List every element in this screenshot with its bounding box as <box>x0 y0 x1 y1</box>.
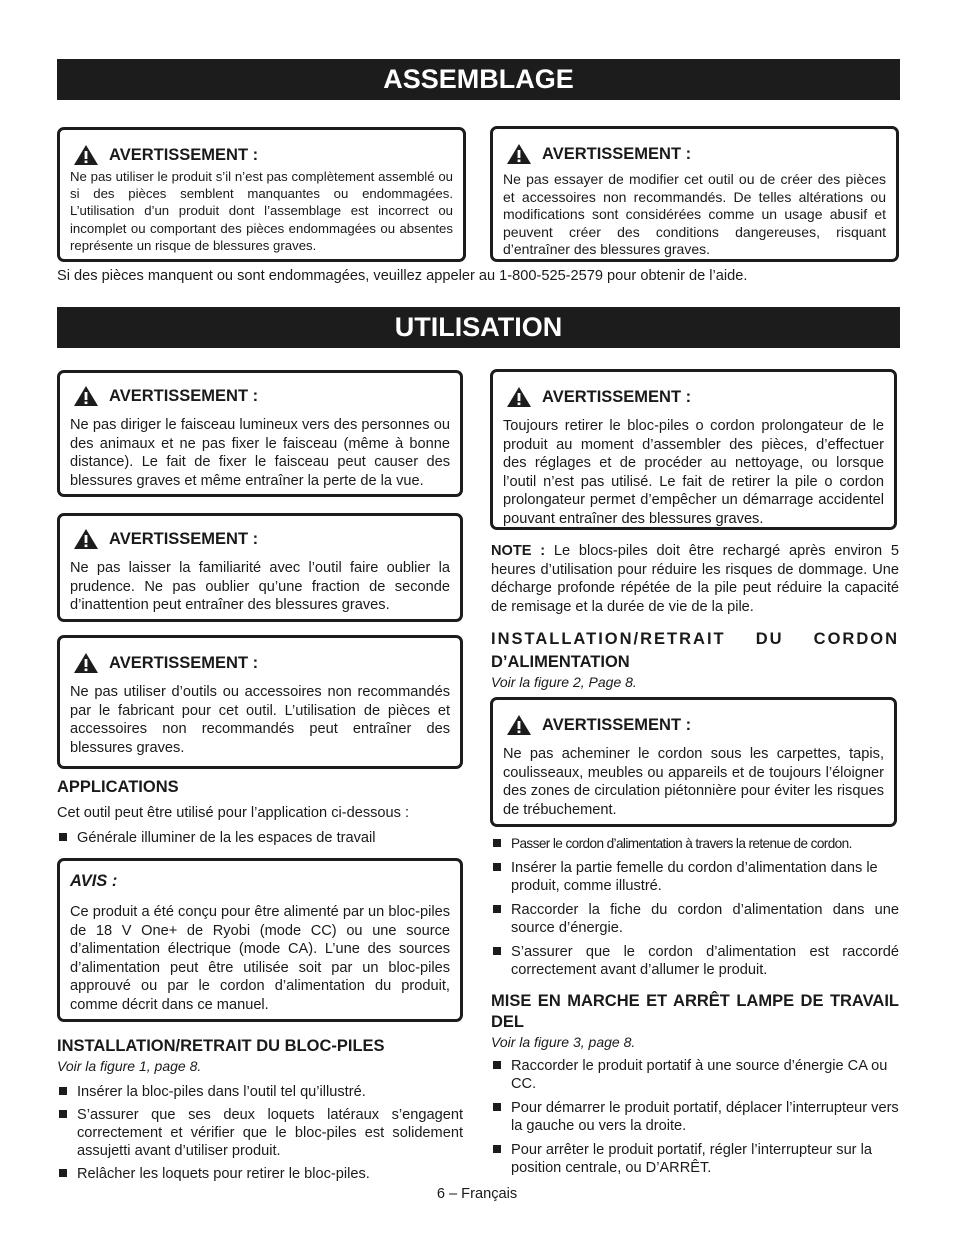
cordon-heading-line1: INSTALLATION/RETRAIT DU CORDON <box>491 630 899 648</box>
assemblage-title-bar <box>57 59 900 100</box>
bullet-square-icon <box>59 1110 67 1118</box>
bloc-piles-section <box>57 1036 463 1183</box>
assemblage-warning-right <box>490 126 899 262</box>
utilisation-warning-remove-battery <box>490 369 897 530</box>
warning-icon <box>506 386 532 408</box>
list-item <box>491 1141 899 1177</box>
applications-heading: APPLICATIONS <box>57 778 179 796</box>
assemblage-help-note: Si des pièces manquent ou sont endommagées, veuillez appeler au 1-800-525-2579 pour obtenir de l’aide. <box>57 268 748 284</box>
list-item-text: Pour arrêter le produit portatif, régler l’interrupteur sur la position centrale, ou D’ARRÊT. <box>511 1142 872 1176</box>
assemblage-warning-left <box>57 127 466 262</box>
applications-list <box>57 829 463 847</box>
list-item <box>491 835 899 853</box>
utilisation-warning-beam <box>57 370 463 497</box>
cordon-heading-line2: D’ALIMENTATION <box>491 653 630 671</box>
bullet-square-icon <box>493 1145 501 1153</box>
list-item <box>491 901 899 937</box>
assemblage-title: ASSEMBLAGE <box>383 64 574 94</box>
warning-heading <box>503 386 884 408</box>
warning-body: Ne pas essayer de modifier cet outil ou de créer des pièces et accessoires non recommandés. De telles altérations ou modifications sont considérées comme un usage abusif et peuvent créer des conditions dangereuses, risquant d’entraîner des blessures graves. <box>503 171 886 258</box>
warning-body: Ne pas acheminer le cordon sous les carpettes, tapis, coulisseaux, meubles ou appareils et de toujours l’éloigner des zones de circulation piétonnière pour éviter les risques de trébuchement. <box>503 746 884 818</box>
bloc-piles-list <box>57 1083 463 1183</box>
warning-icon <box>73 652 99 674</box>
list-item-text: S’assurer que le cordon d’alimentation est raccordé correctement avant d’allumer le produit. <box>511 944 899 978</box>
warning-heading-text: AVERTISSEMENT : <box>109 145 259 164</box>
warning-heading-text: AVERTISSEMENT : <box>542 715 692 734</box>
avis-body: Ce produit a été conçu pour être alimenté par un bloc-piles de 18 V One+ de Ryobi (mode CC) ou une source d’alimentation électrique (mode CA). L’une des sources d’alimentation peut être utilisée soit par un bloc-piles approuvé ou par le cordon d’alimentation du produit, comme décrit dans ce manuel. <box>70 904 450 1013</box>
list-item <box>491 943 899 979</box>
note-body: Le blocs-piles doit être rechargé après environ 5 heures d’utilisation pour réduire les risques de dommage. Une décharge profonde répétée de la pile peut réduire la capacité de remisage et la durée de vie de la pile. <box>491 543 899 615</box>
marche-list <box>491 1057 899 1177</box>
warning-heading <box>70 528 450 550</box>
list-item-text: S’assurer que ses deux loquets latéraux s’engagent correctement et vérifier que le bloc-piles est solidement assujetti avant d’utiliser produit. <box>77 1107 463 1159</box>
list-item-text: Pour démarrer le produit portatif, déplacer l’interrupteur vers la gauche ou vers la droite. <box>511 1100 899 1134</box>
bullet-square-icon <box>59 1087 67 1095</box>
list-item <box>57 829 463 847</box>
bullet-square-icon <box>59 1169 67 1177</box>
cordon-steps <box>491 835 899 979</box>
marche-figure-ref: Voir la figure 3, page 8. <box>491 1034 636 1050</box>
list-item-text: Raccorder la fiche du cordon d’alimentation dans une source d’énergie. <box>511 902 899 936</box>
applications-intro: Cet outil peut être utilisé pour l’application ci-dessous : <box>57 805 410 821</box>
bullet-square-icon <box>493 1103 501 1111</box>
warning-icon <box>73 385 99 407</box>
warning-body: Toujours retirer le bloc-piles o cordon prolongateur de le produit au moment d’assembler des pièces, d’effectuer des réglages et de procéder au nettoyage, ou lorsque l’outil n’est pas utilisé. Le fait de retirer la pile o cordon prolongateur permet d’empêcher un démarrage accidentel pouvant entraîner des blessures graves. <box>503 418 884 527</box>
list-item <box>491 1057 899 1093</box>
warning-body: Ne pas diriger le faisceau lumineux vers des personnes ou des animaux et ne pas fixer le faisceau (même à bonne distance). Le fait de fixer le faisceau peut causer des blessures graves et même entraîner la perte de la vue. <box>70 417 450 489</box>
list-item-text: Passer le cordon d’alimentation à travers la retenue de cordon. <box>511 836 852 851</box>
bullet-square-icon <box>493 947 501 955</box>
warning-body: Ne pas utiliser d’outils ou accessoires non recommandés par le fabricant pour cet outil. L’utilisation de pièces et accessoires non recommandés peut entraîner des blessures graves. <box>70 684 450 756</box>
bullet-square-icon <box>59 833 67 841</box>
list-item-text: Insérer la bloc-piles dans l’outil tel qu’illustré. <box>77 1084 366 1100</box>
warning-heading-text: AVERTISSEMENT : <box>542 387 692 406</box>
bullet-square-icon <box>493 839 501 847</box>
list-item <box>491 1099 899 1135</box>
warning-icon <box>506 143 532 165</box>
marche-section <box>491 991 899 1177</box>
warning-heading <box>503 714 884 736</box>
list-item-text: Générale illuminer de la les espaces de travail <box>77 829 376 846</box>
utilisation-title-bar <box>57 307 900 348</box>
page-footer: 6 – Français <box>436 1186 518 1202</box>
cordon-warning <box>490 697 897 827</box>
bullet-square-icon <box>493 905 501 913</box>
cordon-section <box>491 629 899 691</box>
warning-heading-text: AVERTISSEMENT : <box>109 653 259 672</box>
applications-section <box>57 777 463 847</box>
marche-heading: MISE EN MARCHE ET ARRÊT LAMPE DE TRAVAIL DEL <box>491 992 899 1031</box>
list-item <box>491 859 899 895</box>
bloc-piles-heading: INSTALLATION/RETRAIT DU BLOC-PILES <box>57 1037 385 1055</box>
list-item-text: Relâcher les loquets pour retirer le bloc-piles. <box>77 1166 370 1182</box>
list-item <box>57 1165 463 1183</box>
warning-heading <box>70 144 453 166</box>
warning-heading <box>70 652 450 674</box>
cordon-figure-ref: Voir la figure 2, Page 8. <box>491 674 637 690</box>
list-item-text: Insérer la partie femelle du cordon d’alimentation dans le produit, comme illustré. <box>511 860 878 894</box>
warning-body: Ne pas utiliser le produit s’il n’est pas complètement assemblé ou si des pièces semblent manquantes ou endommagées. L’utilisation d’un produit dont l’assemblage est incorrect ou incomplet ou comportant des pièces endommagées ou absentes représente un risque de blessures graves. <box>70 169 453 253</box>
list-item <box>57 1106 463 1160</box>
warning-heading <box>70 385 450 407</box>
utilisation-warning-familiarity <box>57 513 463 622</box>
bullet-square-icon <box>493 863 501 871</box>
avis-heading: AVIS : <box>70 872 118 890</box>
battery-note <box>491 542 899 616</box>
list-item <box>57 1083 463 1101</box>
warning-icon <box>73 528 99 550</box>
warning-heading-text: AVERTISSEMENT : <box>109 529 259 548</box>
warning-icon <box>73 144 99 166</box>
utilisation-warning-accessories <box>57 635 463 769</box>
warning-heading <box>503 143 886 165</box>
list-item-text: Raccorder le produit portatif à une source d’énergie CA ou CC. <box>511 1058 888 1092</box>
avis-box <box>57 858 463 1022</box>
warning-heading-text: AVERTISSEMENT : <box>109 386 259 405</box>
bullet-square-icon <box>493 1061 501 1069</box>
warning-heading-text: AVERTISSEMENT : <box>542 144 692 163</box>
cordon-list <box>491 835 899 979</box>
utilisation-title: UTILISATION <box>394 312 563 342</box>
note-label: NOTE : <box>491 543 546 559</box>
warning-icon <box>506 714 532 736</box>
warning-body: Ne pas laisser la familiarité avec l’outil faire oublier la prudence. Ne pas oublier qu’une fraction de seconde d’inattention peut entraîner des blessures graves. <box>70 560 450 614</box>
bloc-piles-figure-ref: Voir la figure 1, page 8. <box>57 1058 202 1074</box>
